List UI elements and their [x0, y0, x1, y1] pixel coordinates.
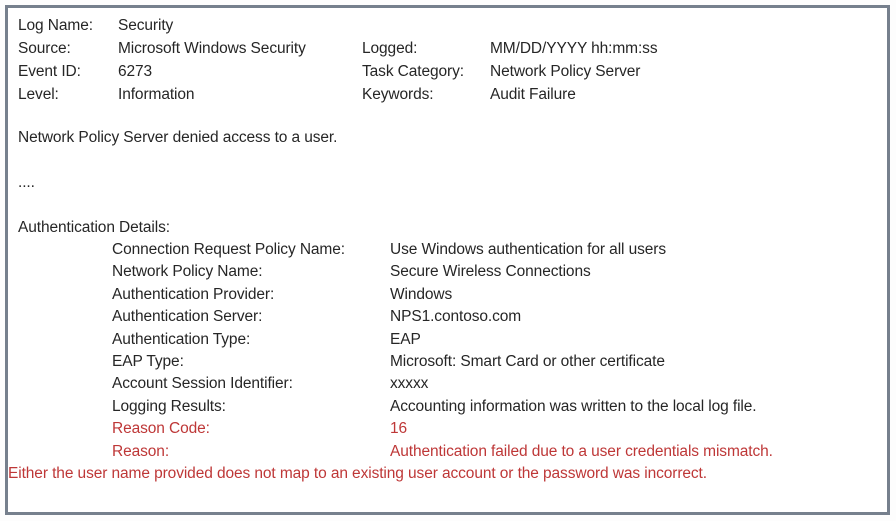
- detail-row-logging-results: [112, 396, 877, 418]
- detail-label: Account Session Identifier:: [112, 375, 293, 393]
- reason-label: Reason:: [112, 442, 170, 460]
- detail-value: Use Windows authentication for all users: [390, 241, 666, 258]
- detail-row-authentication-server: [112, 306, 877, 328]
- detail-label: EAP Type:: [112, 353, 184, 371]
- detail-row-network-policy-name: [112, 261, 877, 283]
- detail-label: Authentication Type:: [112, 330, 251, 348]
- header-row-event-id: [18, 60, 877, 83]
- level-label: Level:: [18, 86, 59, 103]
- header-row-level: [18, 83, 877, 106]
- task-category-value: Network Policy Server: [490, 63, 641, 80]
- logged-value: MM/DD/YYYY hh:mm:ss: [490, 40, 658, 57]
- detail-label: Connection Request Policy Name:: [112, 241, 345, 258]
- event-id-value: 6273: [118, 63, 153, 80]
- keywords-value: Audit Failure: [490, 86, 576, 103]
- header-row-log-name: [18, 14, 877, 37]
- authentication-details-list: [18, 239, 877, 463]
- detail-value: NPS1.contoso.com: [390, 308, 522, 326]
- detail-label: Logging Results:: [112, 397, 226, 415]
- event-id-label: Event ID:: [18, 63, 81, 80]
- detail-value: EAP: [390, 330, 421, 348]
- level-value: Information: [118, 86, 195, 103]
- reason-code-value: 16: [390, 420, 408, 438]
- source-value: Microsoft Windows Security: [118, 40, 306, 57]
- logged-label: Logged:: [362, 40, 418, 57]
- header-spacer: [362, 14, 490, 37]
- detail-row-connection-request-policy: [112, 239, 877, 261]
- event-log-panel: [5, 5, 890, 515]
- detail-value: Accounting information was written to the local log file.: [390, 397, 757, 415]
- log-name-label: Log Name:: [18, 17, 93, 34]
- event-description: Network Policy Server denied access to a user.: [18, 129, 338, 146]
- header-spacer: [490, 14, 877, 37]
- detail-row-reason: [112, 441, 877, 463]
- header-row-source: [18, 37, 877, 60]
- detail-label: Authentication Provider:: [112, 285, 275, 303]
- credentials-mismatch-explanation: Either the user name provided does not map to an existing user account or the password was incorrect.: [8, 465, 707, 483]
- detail-row-authentication-type: [112, 329, 877, 351]
- task-category-label: Task Category:: [362, 63, 464, 80]
- detail-value: xxxxx: [390, 375, 429, 393]
- ellipsis-text: ....: [18, 174, 35, 191]
- detail-value: Windows: [390, 285, 453, 303]
- detail-value: Microsoft: Smart Card or other certificate: [390, 353, 665, 371]
- authentication-details-heading: Authentication Details:: [18, 219, 170, 236]
- source-label: Source:: [18, 40, 71, 57]
- detail-row-reason-code: [112, 418, 877, 440]
- event-header: [18, 14, 877, 106]
- detail-label: Network Policy Name:: [112, 263, 263, 281]
- keywords-label: Keywords:: [362, 86, 434, 103]
- detail-row-authentication-provider: [112, 284, 877, 306]
- log-name-value: Security: [118, 17, 174, 34]
- detail-row-eap-type: [112, 351, 877, 373]
- detail-label: Authentication Server:: [112, 308, 263, 326]
- reason-code-label: Reason Code:: [112, 420, 210, 438]
- reason-value: Authentication failed due to a user credentials mismatch.: [390, 442, 773, 460]
- detail-value: Secure Wireless Connections: [390, 263, 591, 281]
- detail-row-account-session-identifier: [112, 373, 877, 395]
